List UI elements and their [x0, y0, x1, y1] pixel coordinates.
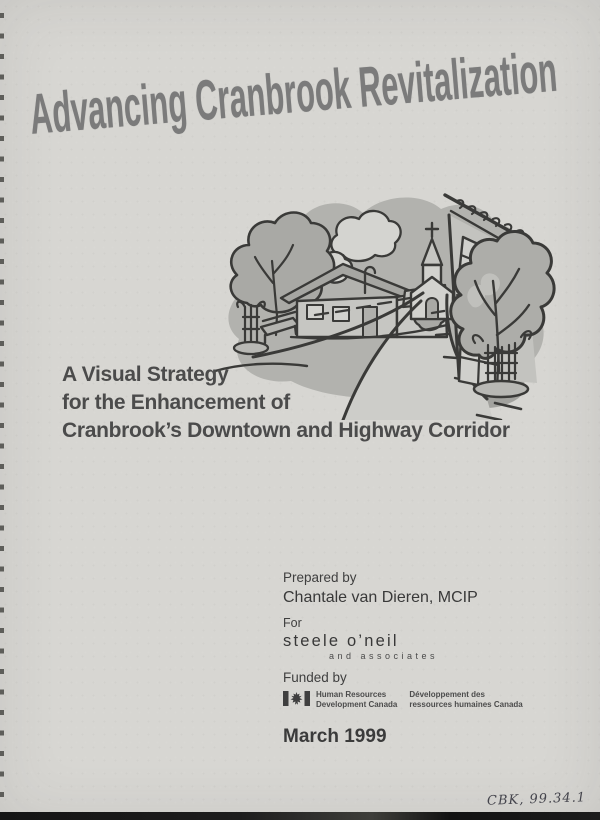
firm-tagline: and associates — [329, 651, 439, 661]
author-name: Chantale van Dieren, MCIP — [283, 589, 478, 606]
publication-date: March 1999 — [283, 726, 387, 747]
church-door — [426, 298, 438, 319]
funded-by-label: Funded by — [283, 670, 347, 685]
page-title-text: Advancing Cranbrook Revitalization — [27, 39, 560, 147]
subtitle-line: for the Enhancement of — [62, 391, 290, 414]
credits-block — [283, 570, 523, 748]
prepared-by-label: Prepared by — [283, 570, 357, 585]
canada-flag-icon — [283, 691, 310, 706]
report-subtitle — [62, 361, 510, 445]
tree-base-left — [234, 342, 268, 354]
catalog-number-handwriting: CBK, 99.34.1 — [486, 790, 587, 809]
funder-name-fr: Développement des ressources humaines Canada — [409, 690, 523, 709]
funder-logo-row — [283, 690, 523, 709]
subtitle-line: A Visual Strategy — [62, 363, 229, 386]
scan-edge-shadow — [0, 812, 600, 820]
subtitle-line: Cranbrook’s Downtown and Highway Corridor — [62, 419, 510, 442]
spiral-binding-holes — [0, 0, 4, 820]
firm-name: steele o’neil — [283, 632, 399, 650]
funder-name-en: Human Resources Development Canada — [316, 690, 398, 709]
for-label: For — [283, 616, 302, 630]
house-window — [333, 307, 349, 321]
page-title — [27, 4, 600, 146]
house-window — [307, 305, 323, 319]
